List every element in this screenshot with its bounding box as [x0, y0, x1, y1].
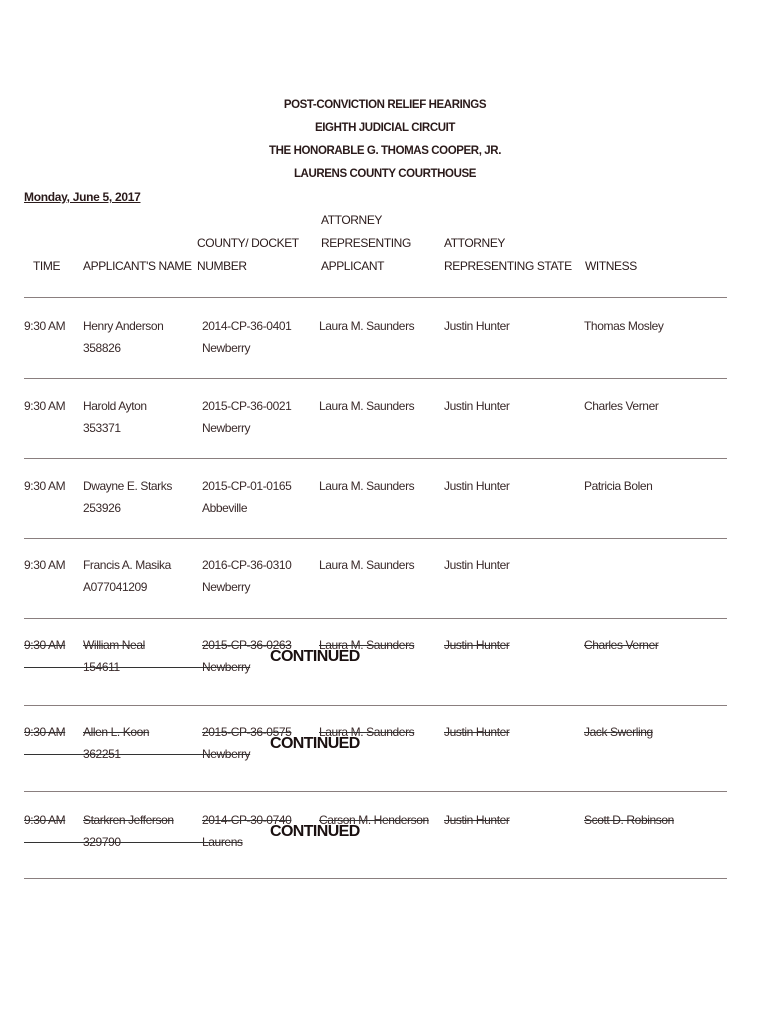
- cell-time: 9:30 AM: [24, 558, 66, 572]
- table-rule: [24, 297, 727, 298]
- col-head-attorney-state-line2: REPRESENTING STATE: [444, 259, 572, 273]
- cell-attorney-state: Justin Hunter: [444, 319, 510, 333]
- col-head-docket-line1: COUNTY/ DOCKET: [197, 236, 299, 250]
- cell-attorney-state: Justin Hunter: [444, 399, 510, 413]
- table-row-continued: [0, 634, 770, 694]
- table-rule: [24, 705, 727, 706]
- table-row-continued: [0, 721, 770, 781]
- cell-witness: Scott D. Robinson: [584, 813, 674, 827]
- table-rule: [24, 378, 727, 379]
- cell-applicant: Francis A. Masika A077041209: [83, 558, 171, 594]
- strike-line: [24, 754, 204, 755]
- table-rule: [24, 791, 727, 792]
- table-row: [0, 475, 770, 535]
- table-row: [0, 554, 770, 614]
- cell-applicant: Dwayne E. Starks 253926: [83, 479, 172, 515]
- document-header: [0, 94, 770, 186]
- cell-applicant: Allen L. Koon 362251: [83, 725, 150, 761]
- cell-witness: Charles Verner: [584, 638, 659, 652]
- cell-witness: Thomas Mosley: [584, 319, 664, 333]
- cell-time: 9:30 AM: [24, 399, 66, 413]
- cell-applicant: Henry Anderson 358826: [83, 319, 164, 355]
- cell-attorney-applicant: Laura M. Saunders: [319, 319, 415, 333]
- header-circuit: EIGHTH JUDICIAL CIRCUIT: [314, 122, 456, 134]
- hearing-date: Monday, June 5, 2017: [24, 190, 141, 204]
- col-head-docket-line2: NUMBER: [197, 259, 247, 273]
- cell-docket: 2014-CP-30-0740 Laurens: [202, 813, 292, 849]
- col-head-attorney-state: [444, 232, 572, 278]
- cell-docket: 2015-CP-01-0165 Abbeville: [202, 479, 292, 515]
- col-head-applicant: APPLICANT'S NAME: [83, 259, 192, 273]
- cell-attorney-applicant: Laura M. Saunders: [319, 725, 415, 739]
- cell-witness: Jack Swerling: [584, 725, 653, 739]
- cell-time: 9:30 AM: [24, 479, 66, 493]
- cell-witness: Charles Verner: [584, 399, 659, 413]
- header-title: POST-CONVICTION RELIEF HEARINGS: [283, 99, 487, 111]
- cell-witness: Patricia Bolen: [584, 479, 653, 493]
- cell-attorney-state: Justin Hunter: [444, 479, 510, 493]
- col-head-attorney-state-line1: ATTORNEY: [444, 236, 506, 250]
- col-head-attorney-applicant-line3: APPLICANT: [321, 259, 385, 273]
- table-row-continued: [0, 809, 770, 869]
- cell-attorney-state: Justin Hunter: [444, 813, 510, 827]
- table-row: [0, 315, 770, 375]
- header-courthouse: LAURENS COUNTY COURTHOUSE: [293, 168, 477, 180]
- cell-attorney-applicant: Laura M. Saunders: [319, 638, 415, 652]
- strike-line: [24, 842, 204, 843]
- table-rule: [24, 458, 727, 459]
- cell-attorney-applicant: Laura M. Saunders: [319, 399, 415, 413]
- table-rule: [24, 538, 727, 539]
- cell-attorney-applicant: Laura M. Saunders: [319, 479, 415, 493]
- col-head-attorney-applicant-line2: REPRESENTING: [321, 236, 411, 250]
- table-row: [0, 395, 770, 455]
- col-head-attorney-applicant: [321, 209, 411, 278]
- col-head-witness: WITNESS: [585, 259, 637, 273]
- continued-label: CONTINUED: [270, 823, 360, 840]
- col-head-attorney-applicant-line1: ATTORNEY: [321, 213, 383, 227]
- cell-attorney-state: Justin Hunter: [444, 638, 510, 652]
- cell-attorney-applicant: Laura M. Saunders: [319, 558, 415, 572]
- col-head-time: TIME: [33, 259, 61, 273]
- cell-applicant: Starkren Jefferson 329790: [83, 813, 174, 849]
- continued-label: CONTINUED: [270, 735, 360, 752]
- cell-docket: 2016-CP-36-0310 Newberry: [202, 558, 292, 594]
- cell-applicant: William Neal 154611: [83, 638, 145, 674]
- cell-docket: 2014-CP-36-0401 Newberry: [202, 319, 292, 355]
- continued-label: CONTINUED: [270, 648, 360, 665]
- cell-docket: 2015-CP-36-0575 Newberry: [202, 725, 292, 761]
- cell-docket: 2015-CP-36-0263 Newberry: [202, 638, 292, 674]
- table-rule: [24, 618, 727, 619]
- cell-applicant: Harold Ayton 353371: [83, 399, 147, 435]
- cell-docket: 2015-CP-36-0021 Newberry: [202, 399, 292, 435]
- table-rule: [24, 878, 727, 879]
- cell-time: 9:30 AM: [24, 725, 66, 739]
- cell-attorney-state: Justin Hunter: [444, 558, 510, 572]
- col-head-docket: [197, 232, 299, 278]
- cell-time: 9:30 AM: [24, 319, 66, 333]
- cell-attorney-state: Justin Hunter: [444, 725, 510, 739]
- cell-attorney-applicant: Carson M. Henderson: [319, 813, 429, 827]
- cell-time: 9:30 AM: [24, 813, 66, 827]
- cell-time: 9:30 AM: [24, 638, 66, 652]
- header-judge: THE HONORABLE G. THOMAS COOPER, JR.: [269, 145, 501, 157]
- strike-line: [24, 667, 204, 668]
